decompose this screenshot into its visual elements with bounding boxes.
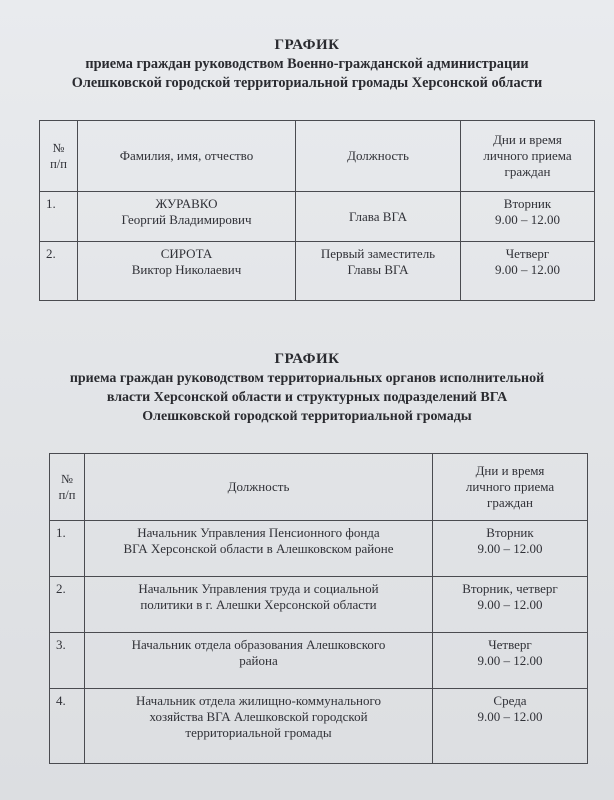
schedule1-subtitle-line2: Олешковской городской территориальной громады Херсонской области [71,75,543,91]
row-day: Среда [493,693,527,708]
row-position-line1: Начальник Управления Пенсионного фонда [137,525,380,540]
row-time: 9.00 – 12.00 [477,597,543,612]
header-position: Должность [85,454,433,521]
table-row [40,192,595,242]
header-schedule-line3: граждан [487,495,533,510]
schedule2-heading [0,350,614,426]
row-day: Четверг [505,246,550,261]
row-position [85,689,433,764]
row-time: 9.00 – 12.00 [477,653,543,668]
row-schedule [433,577,588,633]
header-schedule [433,454,588,521]
row-position-line2: политики в г. Алешки Херсонской области [140,597,377,612]
row-position [296,242,461,301]
row-time: 9.00 – 12.00 [477,709,543,724]
header-name: Фамилия, имя, отчество [78,121,296,192]
table-header-row [40,121,595,192]
row-person [78,242,296,301]
header-position: Должность [296,121,461,192]
schedule2-table [49,453,588,764]
header-schedule-line2: личного приема [483,148,572,163]
row-position-line1: Первый заместитель [320,246,436,261]
schedule1-subtitle-line1: приема граждан руководством Военно-гражданской администрации [85,56,529,72]
table-header-row [50,454,588,521]
row-day: Вторник, четверг [462,581,558,596]
schedule1-heading [0,36,614,93]
row-given-names: Георгий Владимирович [121,212,252,227]
row-schedule [461,192,595,242]
header-num-line2: п/п [50,157,67,171]
row-time: 9.00 – 12.00 [495,262,560,277]
schedule2-title: ГРАФИК [274,351,340,367]
header-num-line1: № [61,472,73,486]
row-position [296,192,461,242]
row-num: 1. [50,521,85,577]
row-position-line2: района [239,653,278,668]
row-person [78,192,296,242]
header-num-line1: № [52,141,65,155]
header-schedule-line3: граждан [504,164,551,179]
table-row [40,242,595,301]
header-num-line2: п/п [58,488,76,502]
row-given-names: Виктор Николаевич [131,262,242,277]
row-day: Четверг [488,637,532,652]
row-position-line1: Начальник отдела жилищно-коммунального [136,693,381,708]
row-day: Вторник [486,525,534,540]
row-num: 4. [50,689,85,764]
row-day: Вторник [503,196,552,211]
row-time: 9.00 – 12.00 [495,212,560,227]
row-position-line2: ВГА Херсонской области в Алешковском районе [123,541,394,556]
row-position-line1: Глава ВГА [349,208,407,224]
row-position-line1: Начальник Управления труда и социальной [138,581,379,596]
row-position-line3: территориальной громады [185,725,332,740]
row-position-line1: Начальник отдела образования Алешковского [131,637,386,652]
row-schedule [433,689,588,764]
row-position [85,577,433,633]
row-surname: СИРОТА [160,246,213,261]
header-num [50,454,85,521]
row-num: 2. [40,242,78,301]
header-schedule-line1: Дни и время [493,132,562,147]
schedule1-table [39,120,595,301]
row-schedule [461,242,595,301]
header-schedule-line2: личного приема [465,479,555,494]
row-position-line2: хозяйства ВГА Алешковской городской [149,709,368,724]
row-num: 3. [50,633,85,689]
header-schedule [461,121,595,192]
table-row [50,577,588,633]
schedule2-subtitle-line1: приема граждан руководством территориальных органов исполнительной [69,371,545,386]
table-row [50,521,588,577]
header-num [40,121,78,192]
row-schedule [433,633,588,689]
row-num: 2. [50,577,85,633]
row-surname: ЖУРАВКО [155,196,218,211]
table-row [50,633,588,689]
row-time: 9.00 – 12.00 [477,541,543,556]
row-num: 1. [40,192,78,242]
schedule1-title: ГРАФИК [274,37,340,53]
table-row [50,689,588,764]
schedule2-subtitle-line2: власти Херсонской области и структурных подразделений ВГА [106,390,508,405]
row-position [85,521,433,577]
row-schedule [433,521,588,577]
schedule2-subtitle-line3: Олешковской городской территориальной громады [142,409,472,424]
row-position-line2: Главы ВГА [347,262,409,277]
header-schedule-line1: Дни и время [475,463,545,478]
row-position [85,633,433,689]
